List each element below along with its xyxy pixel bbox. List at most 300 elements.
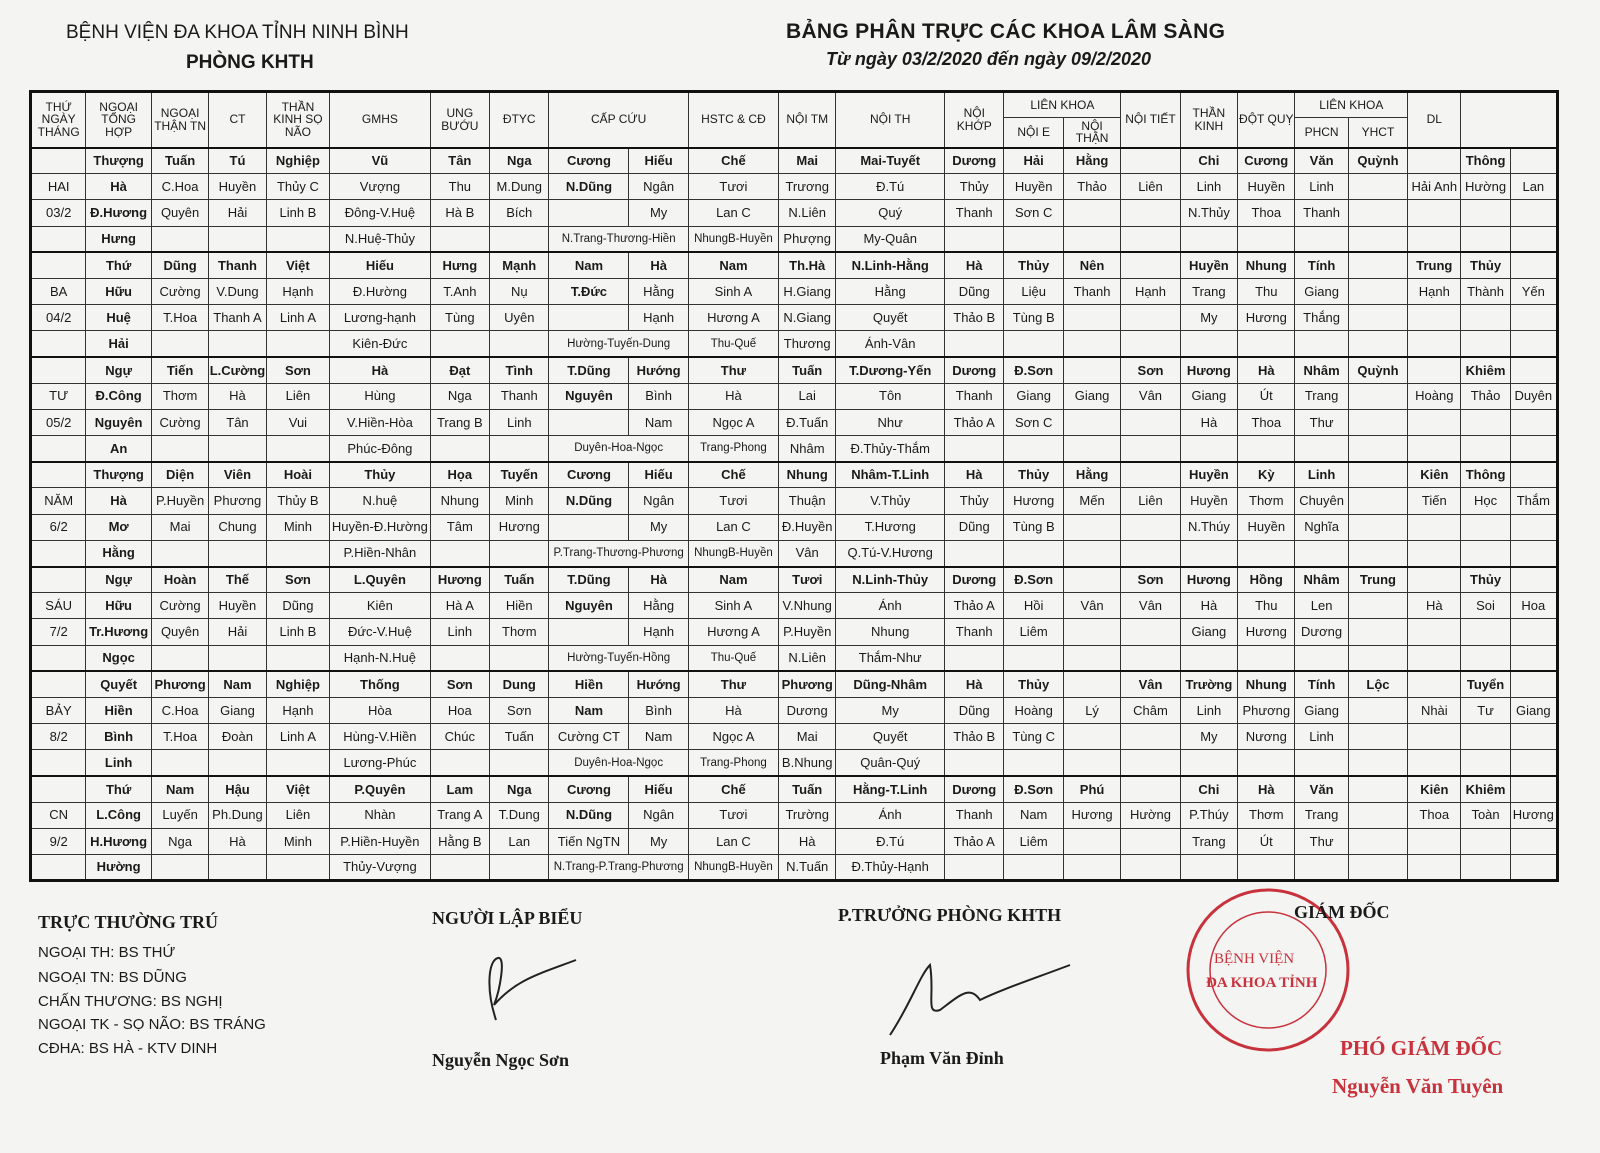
- day-cell: [31, 776, 86, 802]
- department-name: PHÒNG KHTH: [186, 52, 314, 73]
- schedule-cell: [151, 540, 208, 566]
- document-title: BẢNG PHÂN TRỰC CÁC KHOA LÂM SÀNG: [786, 20, 1226, 43]
- schedule-cell: [1180, 331, 1237, 357]
- schedule-cell: Diện: [151, 462, 208, 488]
- schedule-cell: Ph.Dung: [209, 802, 266, 828]
- schedule-cell: Hồi: [1004, 593, 1063, 619]
- schedule-cell: Đoàn: [209, 724, 266, 750]
- schedule-cell: [549, 514, 629, 540]
- schedule-cell: [1510, 671, 1557, 697]
- schedule-cell: Ngân: [629, 174, 688, 200]
- schedule-cell: Khiêm: [1461, 776, 1510, 802]
- column-header: NỘI TIẾT: [1121, 92, 1180, 148]
- schedule-cell: Sơn C: [1004, 409, 1063, 435]
- day-cell: [31, 436, 86, 462]
- schedule-cell: [1295, 226, 1348, 252]
- schedule-cell: Luyến: [151, 802, 208, 828]
- schedule-cell: Học: [1461, 488, 1510, 514]
- schedule-cell: Hương: [490, 514, 549, 540]
- schedule-cell: [1510, 436, 1557, 462]
- schedule-cell: [1348, 514, 1407, 540]
- schedule-cell: [1063, 514, 1120, 540]
- schedule-cell: Giang: [1063, 383, 1120, 409]
- schedule-cell: Sơn C: [1004, 200, 1063, 226]
- schedule-cell: Thủy: [945, 174, 1004, 200]
- schedule-cell: Thảo: [1063, 174, 1120, 200]
- schedule-cell: Hà: [629, 567, 688, 593]
- duty-line: NGOẠI TH: BS THỨ: [38, 944, 176, 961]
- schedule-cell: Hằng: [1063, 462, 1120, 488]
- column-header: NỘI THẬN: [1063, 118, 1120, 148]
- schedule-cell: Quỳnh: [1348, 357, 1407, 383]
- schedule-cell: [1348, 226, 1407, 252]
- schedule-cell: Ngân: [629, 802, 688, 828]
- schedule-cell: Hải: [209, 200, 266, 226]
- schedule-cell: Thành: [1461, 278, 1510, 304]
- schedule-cell: [1238, 750, 1295, 776]
- resident-duty-title: TRỰC THƯỜNG TRÚ: [38, 912, 219, 932]
- schedule-cell: Hương: [1238, 619, 1295, 645]
- schedule-cell: Linh: [1180, 174, 1237, 200]
- schedule-cell: Lam: [430, 776, 489, 802]
- schedule-cell: [945, 855, 1004, 881]
- schedule-cell: Út: [1238, 383, 1295, 409]
- schedule-cell: [1510, 148, 1557, 174]
- schedule-cell: Đ.Huyền: [779, 514, 836, 540]
- schedule-cell: [1461, 540, 1510, 566]
- schedule-cell: Thủy C: [266, 174, 330, 200]
- schedule-cell: [1348, 174, 1407, 200]
- schedule-cell: Đức-V.Huệ: [330, 619, 430, 645]
- schedule-cell: Hường-Tuyến-Dung: [549, 331, 688, 357]
- schedule-cell: Trang A: [430, 802, 489, 828]
- schedule-cell: Nam: [209, 671, 266, 697]
- schedule-cell: Nhâm: [779, 436, 836, 462]
- schedule-cell: Thoa: [1408, 802, 1461, 828]
- schedule-cell: [1063, 540, 1120, 566]
- schedule-cell: Huệ: [86, 305, 152, 331]
- schedule-cell: Hiếu: [330, 252, 430, 278]
- schedule-cell: Thanh: [945, 802, 1004, 828]
- schedule-cell: [1238, 226, 1295, 252]
- schedule-cell: Nam: [549, 252, 629, 278]
- schedule-cell: [1004, 226, 1063, 252]
- schedule-cell: [1348, 462, 1407, 488]
- schedule-cell: Đông-V.Huệ: [330, 200, 430, 226]
- schedule-cell: Thanh: [1063, 278, 1120, 304]
- column-header: NỘI TH: [836, 92, 945, 148]
- schedule-cell: Phúc-Đông: [330, 436, 430, 462]
- schedule-cell: [266, 855, 330, 881]
- schedule-cell: Hằng: [629, 278, 688, 304]
- schedule-cell: Phương: [1238, 697, 1295, 723]
- schedule-cell: [490, 750, 549, 776]
- day-date: 03/2: [31, 200, 86, 226]
- day-cell: [31, 855, 86, 881]
- schedule-cell: V.Hiền-Hòa: [330, 409, 430, 435]
- schedule-cell: Trang-Phong: [688, 436, 778, 462]
- day-name: NĂM: [31, 488, 86, 514]
- schedule-cell: Lan C: [688, 514, 778, 540]
- schedule-cell: Hương A: [688, 305, 778, 331]
- schedule-cell: [1063, 671, 1120, 697]
- schedule-cell: [1510, 226, 1557, 252]
- schedule-cell: [1180, 855, 1237, 881]
- schedule-cell: Th.Hà: [779, 252, 836, 278]
- duty-line: CĐHA: BS HÀ - KTV DINH: [38, 1040, 218, 1057]
- day-date: 7/2: [31, 619, 86, 645]
- schedule-cell: [1510, 828, 1557, 854]
- schedule-cell: Hòa: [330, 697, 430, 723]
- schedule-cell: Dương: [945, 567, 1004, 593]
- schedule-cell: Hà: [86, 174, 152, 200]
- schedule-cell: Linh: [430, 619, 489, 645]
- schedule-cell: Hoa: [430, 697, 489, 723]
- schedule-cell: Trường: [1180, 671, 1237, 697]
- column-header: LIÊN KHOA: [1295, 92, 1408, 118]
- schedule-cell: N.huệ: [330, 488, 430, 514]
- schedule-cell: Thư: [1295, 409, 1348, 435]
- day-cell: [31, 331, 86, 357]
- schedule-cell: Minh: [266, 828, 330, 854]
- schedule-cell: Hà: [209, 383, 266, 409]
- schedule-cell: Hà: [86, 488, 152, 514]
- schedule-cell: [1004, 436, 1063, 462]
- schedule-cell: [209, 540, 266, 566]
- schedule-cell: [266, 436, 330, 462]
- table-row: [31, 357, 1558, 383]
- schedule-cell: Thơm: [490, 619, 549, 645]
- schedule-cell: Cường: [151, 409, 208, 435]
- column-header: ĐỘT QUỴ: [1238, 92, 1295, 148]
- schedule-cell: Quyết: [836, 724, 945, 750]
- schedule-cell: [266, 226, 330, 252]
- schedule-cell: Lan C: [688, 828, 778, 854]
- schedule-cell: [1063, 436, 1120, 462]
- schedule-cell: [1348, 724, 1407, 750]
- schedule-cell: V.Thủy: [836, 488, 945, 514]
- schedule-cell: Đ.Thủy-Hạnh: [836, 855, 945, 881]
- schedule-cell: Duyên: [1510, 383, 1557, 409]
- schedule-cell: Trường: [779, 802, 836, 828]
- schedule-cell: [1408, 200, 1461, 226]
- schedule-cell: Chúc: [430, 724, 489, 750]
- schedule-cell: Dũng: [945, 514, 1004, 540]
- schedule-cell: [1348, 200, 1407, 226]
- schedule-cell: [1510, 252, 1557, 278]
- schedule-cell: Tùng: [430, 305, 489, 331]
- schedule-cell: [1004, 331, 1063, 357]
- schedule-cell: Hường: [1121, 802, 1180, 828]
- schedule-cell: T.Hoa: [151, 724, 208, 750]
- schedule-cell: Sơn: [266, 567, 330, 593]
- day-name: BẢY: [31, 697, 86, 723]
- schedule-cell: [1121, 252, 1180, 278]
- day-name: SÁU: [31, 593, 86, 619]
- schedule-cell: [1408, 750, 1461, 776]
- schedule-cell: Lai: [779, 383, 836, 409]
- day-date: 8/2: [31, 724, 86, 750]
- schedule-cell: Khiêm: [1461, 357, 1510, 383]
- schedule-cell: T.Hương: [836, 514, 945, 540]
- schedule-cell: Hải: [86, 331, 152, 357]
- schedule-cell: Nên: [1063, 252, 1120, 278]
- schedule-cell: Bích: [490, 200, 549, 226]
- schedule-cell: Thanh: [945, 200, 1004, 226]
- schedule-cell: [1408, 540, 1461, 566]
- schedule-cell: [1348, 855, 1407, 881]
- schedule-cell: Thứ: [86, 252, 152, 278]
- schedule-cell: [1461, 855, 1510, 881]
- schedule-cell: Đ.Tú: [836, 828, 945, 854]
- schedule-cell: [430, 331, 489, 357]
- schedule-cell: [1510, 514, 1557, 540]
- schedule-cell: Dung: [490, 671, 549, 697]
- day-cell: [31, 567, 86, 593]
- schedule-cell: Tâm: [430, 514, 489, 540]
- schedule-cell: H.Giang: [779, 278, 836, 304]
- schedule-cell: [549, 619, 629, 645]
- schedule-cell: Hằng: [1063, 148, 1120, 174]
- schedule-cell: N.Giang: [779, 305, 836, 331]
- schedule-cell: Thuận: [779, 488, 836, 514]
- day-cell: [31, 645, 86, 671]
- table-row: [31, 462, 1558, 488]
- schedule-cell: Thu: [1238, 278, 1295, 304]
- schedule-cell: Linh A: [266, 305, 330, 331]
- schedule-cell: Thảo: [1461, 383, 1510, 409]
- schedule-cell: [1180, 750, 1237, 776]
- schedule-cell: T.Dung: [490, 802, 549, 828]
- schedule-cell: [209, 855, 266, 881]
- schedule-cell: L.Cường: [209, 357, 266, 383]
- schedule-cell: [151, 331, 208, 357]
- schedule-cell: Huyền: [1238, 174, 1295, 200]
- schedule-cell: Hiếu: [629, 776, 688, 802]
- schedule-cell: Mến: [1063, 488, 1120, 514]
- schedule-cell: Hương A: [688, 619, 778, 645]
- schedule-cell: [1348, 252, 1407, 278]
- schedule-cell: P.Huyền: [151, 488, 208, 514]
- schedule-cell: Minh: [490, 488, 549, 514]
- schedule-cell: Hướng: [629, 671, 688, 697]
- schedule-cell: Hà: [1180, 409, 1237, 435]
- schedule-cell: Cương: [549, 462, 629, 488]
- schedule-cell: L.Công: [86, 802, 152, 828]
- schedule-cell: [430, 855, 489, 881]
- schedule-cell: [1408, 148, 1461, 174]
- schedule-cell: Hà: [629, 252, 688, 278]
- schedule-cell: [1121, 331, 1180, 357]
- schedule-cell: [1348, 383, 1407, 409]
- schedule-cell: Hà B: [430, 200, 489, 226]
- schedule-cell: Hạnh: [266, 697, 330, 723]
- schedule-cell: Thủy: [1004, 671, 1063, 697]
- schedule-cell: Giang: [1510, 697, 1557, 723]
- schedule-cell: P.Hiền-Huyền: [330, 828, 430, 854]
- schedule-cell: Hường: [1461, 174, 1510, 200]
- schedule-cell: Ngọc: [86, 645, 152, 671]
- schedule-cell: T.Dương-Yến: [836, 357, 945, 383]
- schedule-cell: [1238, 645, 1295, 671]
- schedule-cell: [1063, 357, 1120, 383]
- schedule-cell: Tr.Hương: [86, 619, 152, 645]
- schedule-cell: Việt: [266, 252, 330, 278]
- table-row: [31, 567, 1558, 593]
- schedule-cell: Q.Tú-V.Hương: [836, 540, 945, 566]
- schedule-cell: Hà: [330, 357, 430, 383]
- column-header: NGOẠI THẬN TN: [151, 92, 208, 148]
- schedule-cell: H.Hương: [86, 828, 152, 854]
- schedule-cell: Hương: [1180, 567, 1237, 593]
- schedule-cell: Kỳ: [1238, 462, 1295, 488]
- schedule-cell: Hoàng: [1004, 697, 1063, 723]
- schedule-cell: P.Trang-Thương-Phương: [549, 540, 688, 566]
- day-cell: [31, 750, 86, 776]
- schedule-cell: L.Quyên: [330, 567, 430, 593]
- table-row: [31, 750, 1558, 776]
- schedule-cell: Văn: [1295, 776, 1348, 802]
- schedule-cell: Đ.Sơn: [1004, 357, 1063, 383]
- schedule-cell: Vũ: [330, 148, 430, 174]
- schedule-cell: Nhung: [430, 488, 489, 514]
- schedule-cell: [1180, 645, 1237, 671]
- schedule-cell: Liên: [1121, 174, 1180, 200]
- schedule-cell: Hùng: [330, 383, 430, 409]
- schedule-cell: Bình: [629, 383, 688, 409]
- schedule-cell: Hằng B: [430, 828, 489, 854]
- schedule-cell: Thảo B: [945, 724, 1004, 750]
- day-cell: [31, 226, 86, 252]
- schedule-cell: [1461, 409, 1510, 435]
- schedule-cell: Nhài: [1408, 697, 1461, 723]
- table-row: [31, 514, 1558, 540]
- schedule-cell: [1063, 331, 1120, 357]
- schedule-cell: Cường CT: [549, 724, 629, 750]
- schedule-cell: N.Linh-Hằng: [836, 252, 945, 278]
- schedule-cell: Ngọc A: [688, 409, 778, 435]
- schedule-cell: Hạnh: [266, 278, 330, 304]
- schedule-cell: [945, 226, 1004, 252]
- schedule-cell: N.Liên: [779, 200, 836, 226]
- schedule-cell: Huyền: [1180, 462, 1237, 488]
- schedule-cell: [209, 226, 266, 252]
- schedule-cell: Nguyên: [549, 383, 629, 409]
- schedule-cell: [1510, 331, 1557, 357]
- schedule-cell: Liên: [266, 383, 330, 409]
- schedule-cell: Đ.Sơn: [1004, 567, 1063, 593]
- schedule-cell: [1295, 750, 1348, 776]
- schedule-cell: Hải: [209, 619, 266, 645]
- schedule-cell: Sơn: [430, 671, 489, 697]
- schedule-cell: Chi: [1180, 148, 1237, 174]
- table-row: [31, 724, 1558, 750]
- schedule-cell: Hiếu: [629, 462, 688, 488]
- schedule-cell: [1063, 750, 1120, 776]
- schedule-cell: [1238, 436, 1295, 462]
- schedule-cell: Tươi: [779, 567, 836, 593]
- schedule-cell: Dương: [945, 148, 1004, 174]
- schedule-cell: Uyên: [490, 305, 549, 331]
- column-header: NỘI TM: [779, 92, 836, 148]
- schedule-cell: Quyết: [836, 305, 945, 331]
- schedule-cell: Dũng: [945, 697, 1004, 723]
- schedule-cell: Thứ: [86, 776, 152, 802]
- table-row: [31, 226, 1558, 252]
- schedule-cell: Liên: [1121, 488, 1180, 514]
- schedule-cell: Thủy: [1004, 252, 1063, 278]
- schedule-cell: [1348, 802, 1407, 828]
- schedule-cell: Hồng: [1238, 567, 1295, 593]
- schedule-cell: My: [629, 514, 688, 540]
- schedule-cell: [1295, 331, 1348, 357]
- schedule-cell: Thủy: [1461, 252, 1510, 278]
- schedule-cell: [1461, 436, 1510, 462]
- schedule-cell: Thảo A: [945, 593, 1004, 619]
- schedule-cell: [549, 305, 629, 331]
- schedule-cell: [1121, 645, 1180, 671]
- schedule-cell: Thắm: [1510, 488, 1557, 514]
- schedule-cell: [1408, 724, 1461, 750]
- schedule-cell: Thủy: [330, 462, 430, 488]
- schedule-cell: [1408, 567, 1461, 593]
- schedule-cell: Tôn: [836, 383, 945, 409]
- schedule-cell: Linh: [1295, 174, 1348, 200]
- schedule-cell: Hùng-V.Hiền: [330, 724, 430, 750]
- schedule-cell: [1348, 540, 1407, 566]
- schedule-cell: [1121, 226, 1180, 252]
- schedule-cell: Phương: [151, 671, 208, 697]
- schedule-cell: Lan: [1510, 174, 1557, 200]
- day-date: 9/2: [31, 828, 86, 854]
- schedule-cell: Minh: [266, 514, 330, 540]
- schedule-cell: Thông: [1461, 148, 1510, 174]
- schedule-cell: [1063, 567, 1120, 593]
- schedule-cell: My: [1180, 724, 1237, 750]
- schedule-cell: Chi: [1180, 776, 1237, 802]
- schedule-cell: Linh A: [266, 724, 330, 750]
- schedule-cell: [266, 750, 330, 776]
- schedule-cell: Nam: [1004, 802, 1063, 828]
- schedule-cell: Sinh A: [688, 593, 778, 619]
- schedule-cell: Thanh: [945, 383, 1004, 409]
- schedule-cell: Dũng: [266, 593, 330, 619]
- day-date: 6/2: [31, 514, 86, 540]
- schedule-cell: [490, 645, 549, 671]
- column-header: HSTC & CĐ: [688, 92, 778, 148]
- schedule-cell: [1408, 619, 1461, 645]
- day-name: BA: [31, 278, 86, 304]
- schedule-cell: Tuấn: [779, 357, 836, 383]
- schedule-cell: Thắng: [1295, 305, 1348, 331]
- schedule-cell: Linh: [1295, 724, 1348, 750]
- schedule-cell: Mai-Tuyết: [836, 148, 945, 174]
- schedule-cell: Dương: [945, 776, 1004, 802]
- schedule-cell: [1121, 828, 1180, 854]
- table-row: [31, 409, 1558, 435]
- duty-line: NGOẠI TK - SỌ NÃO: BS TRÁNG: [38, 1016, 266, 1033]
- schedule-cell: [1461, 514, 1510, 540]
- schedule-cell: Sơn: [1121, 567, 1180, 593]
- schedule-cell: [1348, 828, 1407, 854]
- schedule-cell: Nhâm-T.Linh: [836, 462, 945, 488]
- schedule-cell: Trung: [1408, 252, 1461, 278]
- table-row: [31, 278, 1558, 304]
- schedule-cell: Trung: [1348, 567, 1407, 593]
- schedule-cell: Viên: [209, 462, 266, 488]
- schedule-cell: [1461, 619, 1510, 645]
- schedule-cell: Nga: [490, 148, 549, 174]
